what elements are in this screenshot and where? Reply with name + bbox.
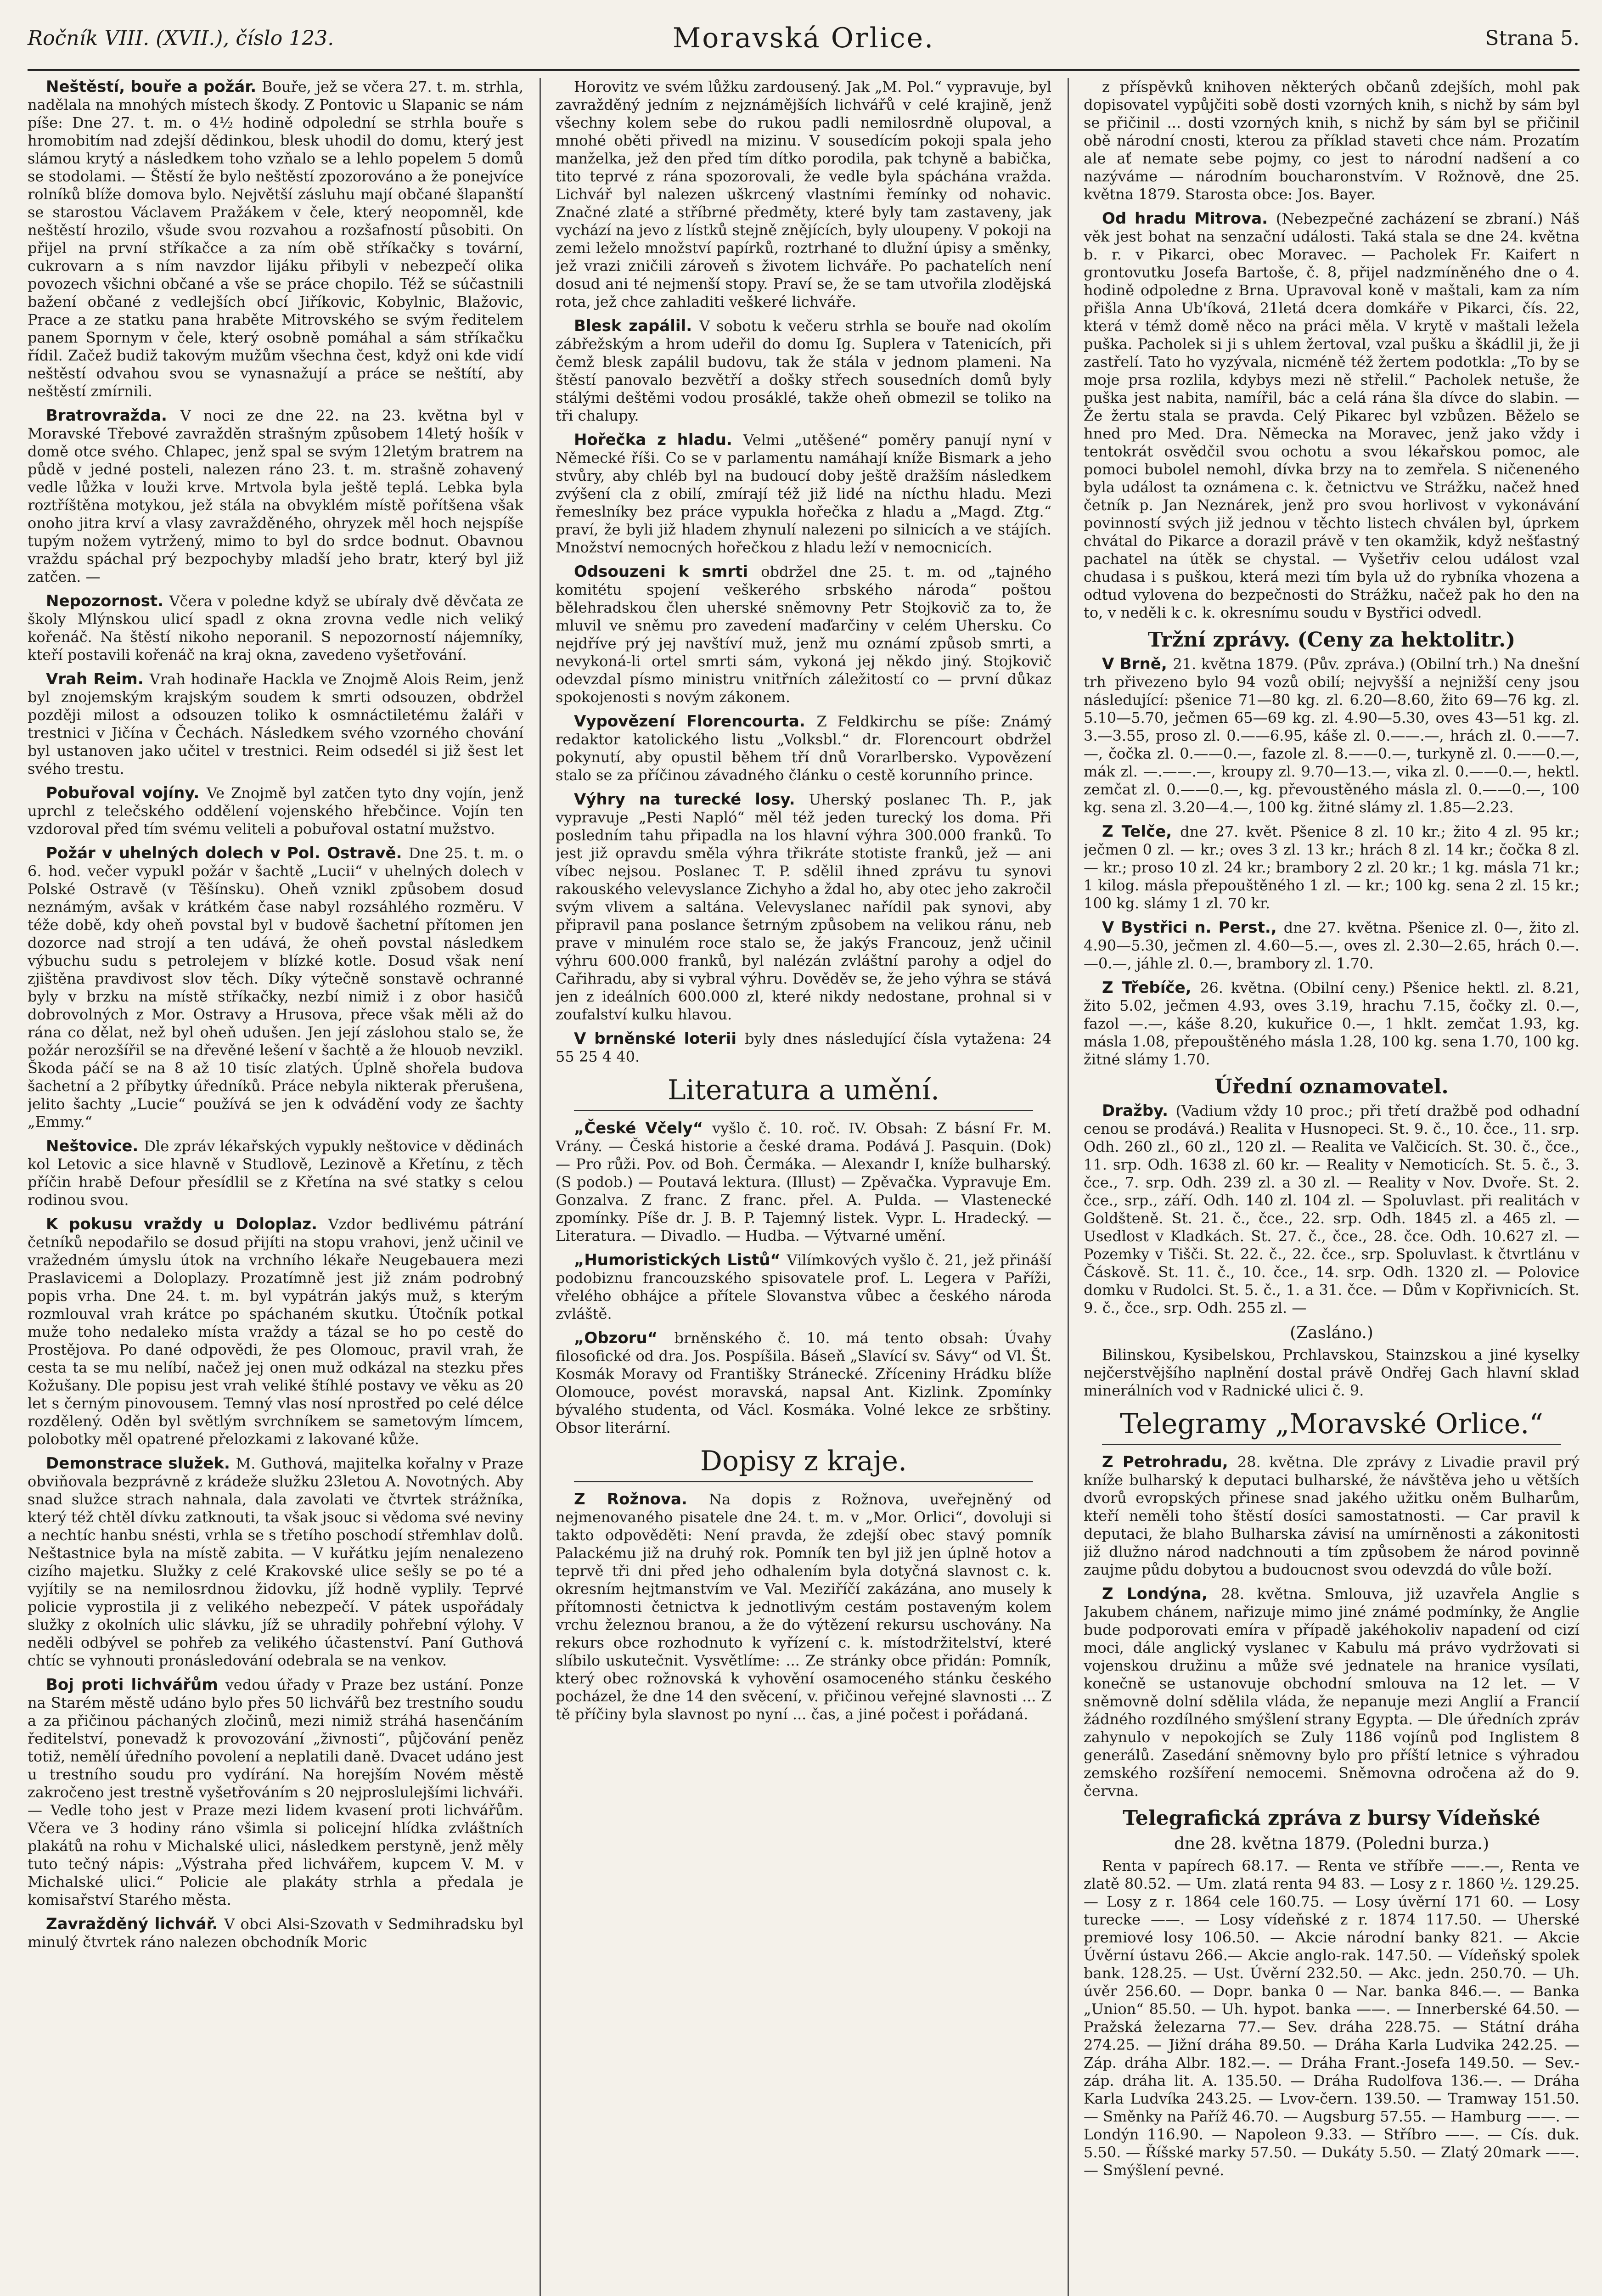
article-paragraph — [1084, 78, 1580, 203]
column-rule — [1068, 78, 1069, 2296]
article-paragraph — [556, 563, 1051, 706]
article-headline: „Humoristických Listů“ — [574, 1251, 787, 1269]
article-paragraph — [556, 713, 1051, 784]
article-text: (Nebezpečné zacházení se zbraní.) Náš věk jest bohat na senzační události. Taká stala se dne 24. května b. r. v Pikarci, obec Moravec. — Pacholek Fr. Kaifert n grontovutku Josefa Bartoše, č. 8, přijel nadzmíněného dne o 4. hodině odpoledne z Brna. Upravoval koně v maštali, kam za ním přišla Anna Ub'íková, 21letá dcera domkáře v Pikarci, čís. 22, která v témž domě něco na práci měla. V krytě v maštali ležela puška. Pacholek si ji s uhlem žertoval, vzal pušku a škádlil ji, že ji zastřelí. Tato ho vyzývala, nicméně též žertem podotkla: „To by se moje prsa rozlila, kdybys mezi ně střelil.“ Pacholek netuše, že puška jest nabita, namířil, bác a celá rána šla dívce do slabin. — Že žertu stala se pravda. Celý Pikarec byl vzbůzen. Běželo se hned pro Med. Dra. Německa na Moravec, jenž jako vždy i tentokrát osvědčil svou ochotu a svou lékařskou pomoc, ale pomoci bubolel nemohl, dívka brzy na to zemřela. S ničeneného byla událost ta oznámena c. k. četnictvu ve Strážku, načež hned četník p. Jan Neznárek, jenž pro svou horlivost v vykonávání povinností svých již jednou v těchto listech chválen byl, úprkem chvátal do Pikarce a dorazil právě v ten okamžik, když nešťastný pachatel na útěk se chystal. — Vyšetřiv celou událost vzal chudasa i s puškou, která mezi tím byla už do rybníka vhozena a odtud vylovena do bezpečnosti do Strážku, načež pak ho den na to, v neděli k c. k. okresnímu soudu v Bystřici odvedl. — [1084, 210, 1580, 621]
article-headline: V Bystřici n. Perst., — [1102, 918, 1284, 937]
article-headline: Neštovice. — [46, 1137, 144, 1155]
article-paragraph — [1084, 919, 1580, 973]
volume-info: Ročník VIII. (XVII.), číslo 123. — [28, 27, 334, 50]
article-paragraph — [556, 1120, 1051, 1245]
article-paragraph — [556, 1251, 1051, 1323]
section-divider — [574, 1481, 1033, 1482]
article-paragraph — [556, 791, 1051, 1024]
article-paragraph — [556, 78, 1051, 311]
article-headline: Boj proti lichvářům — [46, 1676, 225, 1694]
article-text: Na dopis z Rožnova, uveřejněný od nejmenovaného pisatele dne 24. t. m. v „Mor. Orlici“, dovoluji si takto odpověděti: Není pravda, že zdejší obec stavý pomník Palackému již na druhý rok. Pomník ten byl již jen úplně hotov a teprvě tři dni před jeho odhalením byla dotyčná slavnost c. k. okresním hejtmanstvím ve Val. Meziříčí zakázána, ano musely k přítomnosti četnictva k jednotlivým cestám postaveným kolem vrchu železnou branou, a že do výtězení rekursu uschovány. Na rekurs obce rozhodnuto k vyřízení c. k. místodržitelství, které slíbilo uskutečnit. Vysvětlíme: ... Ze stránky obce přidán: Pomník, který obec rožnovská k vyhovění osamoceného stánku českého pocházel, že dne 14 den svěcení, v. přičinou veřejné slavnosti ... Z tě příčiny byla slavnost po nyní ... čas, a jiné počest i pořádaná. — [556, 1491, 1051, 1723]
article-paragraph — [1084, 1857, 1580, 2179]
article-text: z příspěvků knihoven některých občanů zdejších, mohl pak dopisovatel vypůjčiti sobě dosti vzorných knih, s nichž by sám byl se přičinil ... dosti vzorných knih, s nichž by sám byl se přičinil obě národní cnosti, kterou za příklad staveti chce nám. Prozatím ale ať nemate sebe pojmy, co jest to národní nadšení a co nazýváme — národním boucharonstvím. V Rožnově, dne 25. května 1879. Starosta obce: Jos. Bayer. — [1084, 78, 1580, 203]
article-headline: V Brně, — [1102, 655, 1173, 673]
article-paragraph — [28, 1915, 523, 1951]
column-3 — [1084, 78, 1580, 2296]
centered-note: (Zasláno.) — [1290, 1323, 1373, 1342]
article-text: Dne 25. t. m. o 6. hod. večer vypukl požár v šachtě „Lucii“ v uhelných dolech v Polské Ostravě (v Těšínsku). Oheň vznikl způsobem dosud neznámým, avšak v krátkém čase nabyl rozsáhlého rozměru. V téže době, kdy oheň povstal byl v budově šachetní přítomen jen dozorce nad strojí a ten udává, že oheň povstal následkem výbuchu sudu s petrolejem v blízké kotle. Dosud však není zjištěna pravdivost slov těch. Díky výtečně sonstavě ochranné byly v brzku na místě stříkačky, nezbí nimiž i z obor hasičů dobrovolných z Mor. Ostravy a Hrusova, přece však měli až do rána co dělat, než byl oheň udušen. Jen její záslohou stalo se, že požár nerozšířil se na dřevěné lešení v šachtě a že hlouob nevzikl. Škoda páčí se na 8 až 10 tisíc zlatých. Úplně shořela budova šachetní a 2 příbytky úředníků. Práce nebyla nikterak přerušena, jelito šachty „Lucie“ používá se jen k odvádění vody ze šachty „Emmy.“ — [28, 844, 523, 1131]
section-divider — [574, 1110, 1033, 1111]
article-text: Ve Znojmě byl zatčen tyto dny vojín, jenž uprchl z telečského oddělení vojenského hřebčince. Vojín ten vzdoroval před tím svému veliteli a pobuřoval ostatní mužstvo. — [28, 784, 523, 838]
section-divider — [1102, 1444, 1561, 1445]
article-text: vyšlo č. 10. roč. IV. Obsah: Z básní Fr. M. Vrány. — Česká historie a české drama. Podává J. Pasquin. (Dok) — Pro růži. Pov. od Boh. Čermáka. — Alexandr I, kníže bulharský. (S podob.) — Poutavá lektura. (Illust) — Zpěvačka. Vypravuje Em. Gonzalva. Z franc. Z franc. přel. A. Pulda. — Vlastenecké zpomínky. Píše dr. J. B. P. Tajemný listek. Vypr. L. Hradecký. — Literatura. — Divadlo. — Hudba. — Výtvarné umění. — [556, 1120, 1051, 1244]
article-paragraph — [28, 407, 523, 586]
article-paragraph — [1084, 1346, 1580, 1400]
article-paragraph — [28, 1137, 523, 1209]
article-headline: Nepozornost. — [46, 592, 169, 610]
article-text: byly dnes následující čísla vytažena: 24 55 25 4 40. — [556, 1030, 1051, 1065]
article-headline: Odsouzeni k smrti — [574, 563, 761, 581]
article-text: M. Guthová, majitelka kořalny v Praze obviňovala bezprávně z krádeže služku 23letou A. Novotných. Aby snad služce strach nahnala, dala zavolati ve čtvrtek strážníka, který též chtěl dívku zatknouti, ta však jsouc si vědoma své neviny a nechtíc hanbu snésti, vrhla se s třetího poschodí střemhlav dolů. Neštastnice byla na místě zabita. — V kuřátku jejím nenalezeno cizího majetku. Služky z celé Krakovské ulice sešly se po té a vyjítily se na nemilosrdnou židovku, jíž hodně vyplily. Teprvé policie vyprostila ji z velikého nebezpečí. V pátek uspořádaly služky z okolních ulic slávku, jíž se uhradily pohřební výlohy. V neděli odbývel se pohřeb za velikého účastenství. Paní Guthová chtíc se vyhnouti pronásledování odebrala se na venkov. — [28, 1455, 523, 1669]
newspaper-title: Moravská Orlice. — [672, 22, 935, 54]
article-paragraph — [556, 1030, 1051, 1066]
article-headline: Demonstrace služek. — [46, 1454, 236, 1473]
article-paragraph — [1084, 979, 1580, 1069]
article-headline: Hořečka z hladu. — [574, 431, 743, 449]
section-heading: Dopisy z kraje. — [700, 1445, 907, 1477]
article-text: 21. května 1879. (Pův. zpráva.) (Obilní trh.) Na dnešní trh přivezeno bylo 94 vozů obilí; nejvyšší a nejnižší ceny jsou následující: pšenice 71—80 kg. zl. 6.20—8.60, žito 69—76 kg. zl. 5.10—5.70, ječmen 65—69 kg. zl. 4.90—5.30, oves 43—51 kg. zl. 3.—3.55, proso zl. 0.——6.95, káše zl. 0.——.—, hrách zl. 0.——7.—, čočka zl. 0.——0.—, fazole zl. 8.——0.—, turkyně zl. 0.——0.—, mák zl. —.——.—, kroupy zl. 9.70—13.—, vika zl. 0.——0.—, hektl. zemčat zl. 0.——0.—, kg. převoustěného másla zl. 0.——0.—, 100 kg. sena zl. 3.20—4.—, 100 kg. žitné slámy zl. 1.85—2.23. — [1084, 655, 1580, 816]
article-text: 28. května. Smlouva, již uzavřela Anglie s Jakubem chánem, nařizuje mimo jiné známé podmínky, že Anglie bude podporovati emíra v případě jakéhokoliv napadení od cizí moci, dále anglický vyslanec v Kabulu má právo vydržovati si vojenskou družinu a může své jednatele na hranice vysílati, konečně se ustanovuje obchodní smlouva na 12 let. — V sněmovně dolní sdělila vláda, že nepanuje mezi Anglií a Francií žádného rozdílného smýšlení strany Egypta. — Dle úředních zpráv zahynulo v nepokojích se Zuly 1186 vojínů pod Inglistem 8 generálů. Zasedání sněmovny bylo pro příští letnice s výhradou zemského rozšíření nemocemi. Sněmovna odročena až do 9. června. — [1084, 1585, 1580, 1800]
article-text: V sobotu k večeru strhla se bouře nad okolím zábřežským a hrom udeřil do domu Ig. Suplera v Tatenicích, při čemž blesk zapálil budovu, tak že stála v jednom plameni. Na štěstí panovalo bezvětří a došky střech sousedních domů byly stálými deštěmi vodou prosáklé, takže oheň obmezil se toliko na tři chalupy. — [556, 317, 1051, 424]
article-text: Bouře, jež se včera 27. t. m. strhla, nadělala na mnohých místech škody. Z Pontovic u Slapanic se nám píše: Dne 27. t. m. o 4½ hodině odpolední se strhla bouře s hromobitím nad zdejší dědinkou, blesk uhodil do domu, který jest slámou krytý a následkem toho vzňalo se a lehlo popelem 5 domů se stodolami. — Štěstí že bylo neštěstí zpozorováno a že ponejvíce rolníků blíže domova bylo. Největší zásluhu mají občané šlapanští se starostou Václavem Pražákem v čele, který neopomněl, kde neštěstí hrozilo, všude svou rozvahou a rozšafností působiti. On přijel na první stříkačce a za ním obě stříkačky s tovární, cukrovarn a s ním navzdor lijáku přibyli v nebezpečí olika povozech všichni občané a vše se práce chopilo. Též se súčastnili bažení občané z vedlejších obcí Jiříkovic, Kobylnic, Blažovic, Prace a ze statku pana hraběte Mitrovského se svým ředitelem panem Spornym v čele, který osobně pomáhal a sám stříkačku řídil. Začež budiž takovým mužům všechna čest, když oni kde vidí neštěstí odvahou svou se vynasnažují a práce se neštítí, aby neštěstí zmírnili. — [28, 78, 523, 400]
article-text: vedou úřady v Praze bez ustání. Ponze na Starém městě udáno bylo přes 50 lichvářů bez trestního soudu a za přičinou páchaných zločinů, mezi nimiž stráhá hasenčáním ředitelství, ponevadž k provozování „živnosti“, půjčování peněz totiž, nemělí úředního povolení a neplatili daně. Dvacet udáno jest u trestního soudu pro vydírání. Na horejším Novém městě zakročeno jest trestně vyšetřováním s 20 nejproslulejšími lichváři. — Vedle toho jest v Praze mezi lidem kvasení proti lichvářům. Včera ve 3 hodiny ráno všimla si policejní hlídka zvláštních plakátů na rohu v Michalské ulici, následkem perstyně, jenž měly tuto tečný nápis: „Výstraha před lichvářem, kupcem V. M. v Michalské ulici.“ Policie ale plakáty strhla a předala je komisařství Starého města. — [28, 1676, 523, 1908]
article-paragraph — [556, 431, 1051, 557]
article-paragraph — [1084, 1102, 1580, 1317]
article-text: V obci Alsi-Szovath v Sedmihradsku byl minulý čtvrtek ráno nalezen obchodník Moric — [28, 1915, 523, 1951]
article-paragraph — [556, 1329, 1051, 1437]
page-header — [28, 18, 1580, 71]
article-paragraph — [28, 78, 523, 400]
article-headline: „České Včely“ — [574, 1119, 713, 1137]
article-headline: Zavražděný lichvář. — [46, 1915, 225, 1933]
article-text: brněnského č. 10. má tento obsah: Úvahy filosofické od dra. Jos. Pospíšila. Báseň „Slavící sv. Sávy“ od Vl. Št. Kosmák Moravy od Františky Stránecké. Zříceniny Hrádku blíže Olomouce, povést moravská, napsal Ant. Kizlink. Zpomínky bývalého studenta, od Václ. Kosmáka. Volné lekce ze srbštiny. Obsor literární. — [556, 1329, 1051, 1436]
article-text: Z Feldkirchu se píše: Známý redaktor katolického listu „Volksbl.“ dr. Florencourt obdržel pokynutí, aby opustil během tří dnů Vorarlbersko. Vypovězení stalo se za příčinou závadného článku o cestě korunního prince. — [556, 713, 1051, 784]
article-text: Vzdor bedlivému pátrání četníků nepodařilo se dosud přijíti na stopu vrahovi, jenž učinil ve vražedném úmyslu útok na vrchního lékaře Neugebauera mezi Praslavicemi a Doloplazy. Prozatímně jest již znám podrobný popis vrha. Dne 24. t. m. byl vypátrán jakýs muž, s kterým rozmlouval vrah krátce po spáchaném skutku. Útočník potkal muže toho nedaleko místa vraždy a tázal se ho po cestě do Prostějova. Po dané odpovědi, že pes Olomouc, pravil vrah, že cesta ta se mu nelíbí, načež jej onen muž odkázal na stezku přes Kožušany. Dle popisu jest vrah veliké štíhlé postavy ve věku as 20 let s černým pinovousem. Temný vlas nosí nprostřed po celé délce rozdělený. Oděn byl světlým svrchníkem se sametovým límcem, polobotky měl opatrené přelozkami z lakované kůže. — [28, 1216, 523, 1448]
article-text: V noci ze dne 22. na 23. května byl v Moravské Třebové zavražděn strašným způsobem 14letý hošík v domě otce svého. Chlapec, jenž spal se svým 12letým bratrem na půdě v jedné posteli, nalezen ráno 23. t. m. strašně zohavený vedle lůžka v louži krve. Mrtvola byla ještě teplá. Lebka byla roztříštěna motykou, jež stála na obvyklém místě pořítšena však onoho jitra krví a vlasy zavražděného, ohryzek měl hoch nejspíše tupým nožem vytržený, mimo to byl do srdce bodnut. Obavnou vraždu spáchal prý bezpochyby mladší jeho bratr, který byl již zatčen. — — [28, 407, 523, 585]
column-2 — [556, 78, 1051, 2296]
article-headline: Vypovězení Florencourta. — [574, 712, 817, 731]
subsection-heading: Úřední oznamovatel. — [1214, 1075, 1449, 1098]
article-headline: Vrah Reim. — [46, 670, 150, 688]
article-headline: Dražby. — [1102, 1102, 1176, 1120]
article-headline: Bratrovražda. — [46, 406, 180, 425]
article-paragraph — [28, 1216, 523, 1448]
article-text: 28. května. Dle zprávy z Livadie pravil prý kníže bulharský k deputaci bulharské, že návštěva jeho u větších dvorů evropských přinese snad jakého užitku oněm Bulharům, kteří neměli toho štěstí dosíci samostatnosti. — Car pravil k deputaci, že blaho Bulharska závisí na umírněnosti a zákonitosti již dlužno národ nadchnouti a tím způsobem že národ povinně zaujme půdu dobytou a budoucnost svou odevzdá do vůle boží. — [1084, 1453, 1580, 1578]
article-text: Velmi „utěšené“ poměry panují nyní v Německé říši. Co se v parlamentu namáhají kníže Bismark a jeho stvůry, aby chléb byl na budoucí doby ještě dražším následkem zvýšení cla z obilí, zmírají též již lidé na nícthu hladu. Mezi řemeslníky bez práce vypukla hořečka z hladu a „Magd. Ztg.“ praví, že byli již hladem zhynulí nalezeni po silnicích a ve stájích. Množství nemocných hořečkou z hladu leží v nemocnicích. — [556, 431, 1051, 556]
newspaper-page — [28, 18, 1580, 2296]
article-headline: Požár v uhelných dolech v Pol. Ostravě. — [46, 844, 409, 862]
article-headline: Blesk zapálil. — [574, 317, 699, 335]
article-paragraph — [1084, 210, 1580, 622]
centered-note: dne 28. května 1879. (Poledni burza.) — [1174, 1835, 1490, 1853]
article-text: Dle zpráv lékařských vypukly neštovice v dědinách kol Letovic a sice hlavně v Studlově, Lezinově a Křetínu, z těch příčin hrabě Defour přesídlil se z Křetína na své statky s celou rodinou svou. — [28, 1137, 523, 1209]
subsection-heading: Telegrafická zpráva z bursy Vídeňské — [1123, 1806, 1540, 1830]
article-paragraph — [28, 670, 523, 778]
article-headline: Neštěstí, bouře a požár. — [46, 78, 262, 96]
article-paragraph — [556, 1491, 1051, 1723]
article-headline: Z Londýna, — [1102, 1585, 1221, 1603]
article-headline: Z Třebíče, — [1102, 979, 1200, 997]
page-number: Strana 5. — [1485, 27, 1580, 50]
article-headline: Výhry na turecké losy. — [574, 790, 809, 809]
article-headline: Pobuřoval vojíny. — [46, 784, 207, 802]
article-paragraph — [1084, 1453, 1580, 1579]
article-paragraph — [1084, 1585, 1580, 1800]
column-rule — [540, 78, 541, 2296]
article-headline: V brněnské loterii — [574, 1030, 745, 1048]
article-headline: Z Rožnova. — [574, 1490, 709, 1508]
section-heading: Literatura a umění. — [667, 1074, 940, 1106]
article-paragraph — [28, 784, 523, 838]
article-text: Včera v poledne když se ubíraly dvě děvčata ze školy Mlýnskou ulicí spadl z okna zrovna vedle nich veliký kořenáč. Na štěstí nikoho neporanil. S nepozorností nájemníky, kteří postavili kořenáč na kraj okna, zavedeno vyšetřování. — [28, 592, 523, 664]
article-headline: K pokusu vraždy u Doloplaz. — [46, 1215, 328, 1233]
article-text: (Vadium vždy 10 proc.; při třetí dražbě pod odhadní cenou se prodává.) Realita v Husnopeci. St. 9. č., 10. čce., 11. srp. Odh. 260 zl., 60 zl., 120 zl. — Realita ve Valčicích. St. 30. č., čce., 11. srp. Odh. 1638 zl. 60 kr. — Reality v Nemoticích. St. 5. č., 3. čce., 7. srp. Odh. 239 zl. a 30 zl. — Reality v Nov. Dvoře. St. 2. čce., srp., září. Odh. 140 zl. 104 zl. — Spoluvlast. při realitách v Goldšteně. St. 21. č., čce., 22. srp. Odh. 1845 zl. a 465 zl. — Usedlost v Kladkách. St. 27. č., čce., 28. čce. Odh. 10.627 zl. — Pozemky v Tišči. St. 22. č., 22. čce., srp. Spoluvlast. k čtvrtlánu v Čáskově. St. 11. č., 10. čce., 14. srp. Odh. 1320 zl. — Polovice domku v Rudolci. St. 5. č., 1. a 31. čce. — Dům v Kopřivnicích. St. 9. č., čce., srp. Odh. 255 zl. — — [1084, 1102, 1580, 1317]
article-text: dne 27. květ. Pšenice 8 zl. 10 kr.; žito 4 zl. 95 kr.; ječmen 0 zl. — kr.; oves 3 zl. 13 kr.; hrách 8 zl. 14 kr.; čočka 8 zl. — kr.; proso 10 zl. 24 kr.; brambory 2 zl. 20 kr.; 1 kg. másla 71 kr.; 1 kilog. másla přepouštěného 1 zl. — kr.; 100 kg. sena 2 zl. 15 kr.; 100 kg. slámy 1 zl. 70 kr. — [1084, 823, 1580, 912]
article-headline: „Obzoru“ — [574, 1329, 675, 1347]
article-paragraph — [556, 317, 1051, 425]
article-text: dne 27. května. Pšenice zl. 0—, žito zl. 4.90—5.30, ječmen zl. 4.60—5.—, oves zl. 2.30—2.65, hrách 0.—.—0.—, jáhle zl. 0.—, brambory zl. 1.70. — [1084, 919, 1580, 972]
article-headline: Z Telče, — [1102, 822, 1180, 841]
article-text: Vrah hodinaře Hackla ve Znojmě Alois Reim, jenž byl znojemským krajským soudem k smrti odsouzen, obdržel později milost a odsouzen toliko k osmnáctiletému žaláři v trestnici v Jičína v Čechách. Následkem svého vzorného chování byl ustanoven jako učitel v trestnici. Reim odsedél si již šest let svého trestu. — [28, 670, 523, 777]
article-text: 26. května. (Obilní ceny.) Pšenice hektl. zl. 8.21, žito 5.02, ječmen 4.93, oves 3.19, hrachu 7.15, čočky zl. 0.—, fazol —.—, káše 8.20, kukuřice 0.—, 1 hklt. zemčat 1.93, kg. másla 1.08, přepouštěného másla 1.28, 100 kg. sena 1.70, 100 kg. žitné slámy 1.70. — [1084, 979, 1580, 1068]
article-headline: Od hradu Mitrova. — [1102, 209, 1276, 228]
column-1 — [28, 78, 523, 2296]
article-paragraph — [28, 592, 523, 664]
article-text: Renta v papírech 68.17. — Renta ve stříbře ——.—, Renta ve zlatě 80.52. — Um. zlatá renta 94 83. — Losy z r. 1860 ½. 129.25. — Losy z r. 1864 cele 160.75. — Losy úvěrní 171 60. — Losy turecke ——. — Losy vídeňské z r. 1874 117.50. — Uherské premiové losy 106.50. — Akcie národní banky 821. — Akcie Úvěrní ústavu 266.— Akcie anglo-rak. 147.50. — Vídeňský spolek bank. 128.25. — Ust. Úvěrní 232.50. — Akc. jedn. 250.70. — Uh. úvěr 256.60. — Dopr. banka 0 — Nar. banka 846.—. — Banka „Union“ 85.50. — Uh. hypot. banka ——. — Innerberské 64.50. — Pražská železarna 77.— Sev. dráha 228.75. — Státní dráha 274.25. — Jižní dráha 89.50. — Dráha Karla Ludvika 242.25. — Záp. dráha Albr. 182.—. — Dráha Frant.-Josefa 149.50. — Sev.-záp. dráha lit. A. 135.50. — Dráha Rudolfova 136.—. — Dráha Karla Ludvíka 243.25. — Lvov-čern. 139.50. — Tramway 151.50. — Směnky na Paříž 46.70. — Augsburg 57.55. — Hamburg ——. — Londýn 116.90. — Napoleon 9.33. — Stříbro ——. — Cís. duk. 5.50. — Říšské marky 57.50. — Dukáty 5.50. — Zlatý 20mark ——. — Smýšlení pevné. — [1084, 1857, 1580, 2179]
article-text: obdržel dne 25. t. m. od „tajného komitétu spojení veškerého srbského národa“ poštou bělehradskou člen uherské sněmovny Petr Stojkovič za to, že mluvil ve sněmu pro zavedení maďarčiny v celém Uhersku. Co nejdříve prý jej navštíví muž, jenž mu oznámí způsob smrti, a nevykoná-li ortel smrti sám, vykoná jej někdo jiný. Stojkovič odevzdal písmo ministru vnitřních záležitostí co — první důkaz spokojenosti s novým zákonem. — [556, 563, 1051, 706]
article-paragraph — [28, 844, 523, 1131]
article-text: Horovitz ve svém lůžku zardousený. Jak „M. Pol.“ vypravuje, byl zavražděný jedním z nejznámějších lichvářů v celé krajině, jenž všechny kolem sebe do rukou padli nemilosrdně olupoval, a mnohé oběti přivedl na mizinu. V sousedícím pokoji spala jeho manželka, jež den před tím dítko porodila, pak tchyně a babička, tito teprvé z rána spozorovali, že vedle byla spáchána vražda. Lichvář byl nalezen uškrcený vlastními řemínky od nohavic. Značné zlaté a stříbrné předměty, které byly tam zastaveny, jak vychází na jevo z lístků stejně znějících, byly uloupeny. V pokoji na zemi leželo množství papírků, roztrhané to dlužní úpisy a směnky, jež vrazi zničili zároveň s životem lichváře. Po pachatelích není dosud ani té nejmenší stopy. Praví se, že se tam utvořila zlodějská rota, jež chce zahladiti veškeré lichváře. — [556, 78, 1051, 310]
article-paragraph — [28, 1455, 523, 1670]
article-text: Uherský poslanec Th. P., jak vypravuje „Pesti Napló“ měl též jeden turecký los doma. Při posledním tahu připadla na los hlavní výhra 300.000 franků. To jest již opravdu směla výhra třikráte stotiste franků, jež — ani víbec nejsou. Poslanec T. P. sdělil ihned zprávu tu synovi rakouského velevyslance Zichyho a ždal ho, aby otec jeho zakročil svým vlivem a saltána. Velevyslanec nařídil pak synovi, aby připravil pana poslance šetrným způsobem na velikou ránu, neb prave v minulém roce stalo se, že jakýs Francouz, jenž učinil výhru 600.000 franků, byl nalézán zvláštní parohy a odjel do Cařihradu, aby si vybral výhru. Dověděv se, že jeho výhra se stává jen z ideálních 600.000 zl, které nikdy nedostane, prohnal si v zoufalství kulku hlavou. — [556, 791, 1051, 1023]
article-text: Vilímkových vyšlo č. 21, jež přináší podobiznu francouzského spisovatele prof. L. Legera v Paříži, vřelého obhájce a přítele Slovanstva vůbec a českého národa zvláště. — [556, 1251, 1051, 1322]
subsection-heading: Tržní zprávy. (Ceny za hektolitr.) — [1147, 628, 1516, 652]
article-paragraph — [1084, 655, 1580, 816]
article-paragraph — [28, 1676, 523, 1909]
article-text: Bilinskou, Kysibelskou, Prchlavskou, Stainzskou a jiné kyselky nejčerstvějšího naplnění dostal právě Ondřej Gach hlavní sklad minerálních vod v Radnické ulici č. 9. — [1084, 1346, 1580, 1399]
section-heading: Telegramy „Moravské Orlice.“ — [1119, 1408, 1544, 1440]
article-headline: Z Petrohradu, — [1102, 1453, 1237, 1471]
article-paragraph — [1084, 823, 1580, 912]
